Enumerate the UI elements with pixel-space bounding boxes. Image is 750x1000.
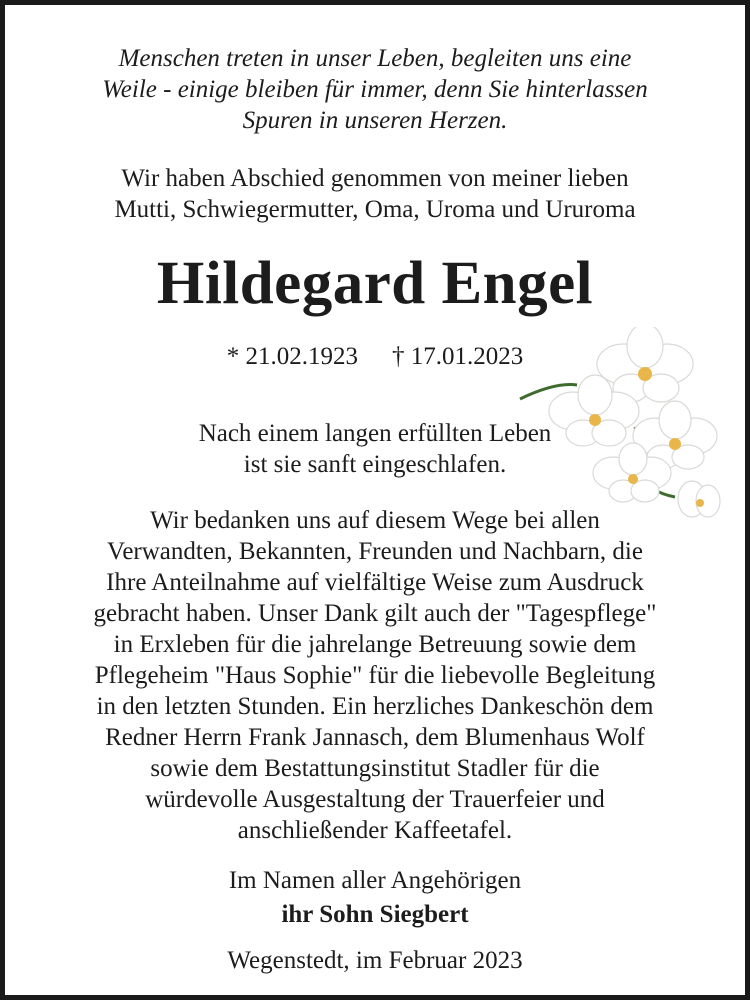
birth-date: * 21.02.1923 — [226, 343, 358, 370]
white-orchid-icon — [515, 327, 730, 527]
rest-line: ist sie sanft eingeschlafen. — [243, 451, 507, 478]
intro-line: Wir haben Abschied genommen von meiner lieben — [121, 165, 629, 192]
thanks-line: in den letzten Stunden. Ein herzliches Dankeschön dem — [96, 693, 654, 720]
thanks-line: würdevolle Ausgestaltung der Trauerfeier und — [145, 786, 605, 813]
quote-line: Spuren in unseren Herzen. — [242, 107, 508, 134]
place-date: Wegenstedt, im Februar 2023 — [227, 947, 523, 974]
thanks-line: Verwandten, Bekannten, Freunden und Nachbarn, die — [107, 538, 643, 565]
signature-intro: Im Namen aller Angehörigen — [228, 867, 522, 894]
deceased-name: Hildegard Engel — [156, 250, 594, 317]
death-date: † 17.01.2023 — [392, 343, 524, 370]
thanks-line: Redner Herrn Frank Jannasch, dem Blumenhaus Wolf — [105, 724, 645, 751]
quote-line: Menschen treten in unser Leben, begleiten uns eine — [118, 45, 632, 72]
signature-name: ihr Sohn Siegbert — [281, 901, 469, 928]
quote-line: Weile - einige bleiben für immer, denn Sie hinterlassen — [102, 76, 648, 103]
intro-line: Mutti, Schwiegermutter, Oma, Uroma und Ururoma — [114, 196, 636, 223]
thanks-line: gebracht haben. Unser Dank gilt auch der "Tagespflege" — [93, 600, 657, 627]
thanks-line: sowie dem Bestattungsinstitut Stadler für die — [150, 755, 600, 782]
thanks-line: Pflegeheim "Haus Sophie" für die liebevolle Begleitung — [94, 662, 656, 689]
thanks-line: Ihre Anteilnahme auf vielfältige Weise zum Ausdruck — [106, 569, 644, 596]
orchid-bud — [678, 481, 720, 517]
thanks-line: in Erxleben für die jahrelange Betreuung sowie dem — [113, 631, 637, 658]
thanks-line: anschließender Kaffeetafel. — [237, 817, 513, 844]
rest-line: Nach einem langen erfüllten Leben — [198, 420, 552, 447]
thanks-line: Wir bedanken uns auf diesem Wege bei allen — [150, 507, 600, 534]
